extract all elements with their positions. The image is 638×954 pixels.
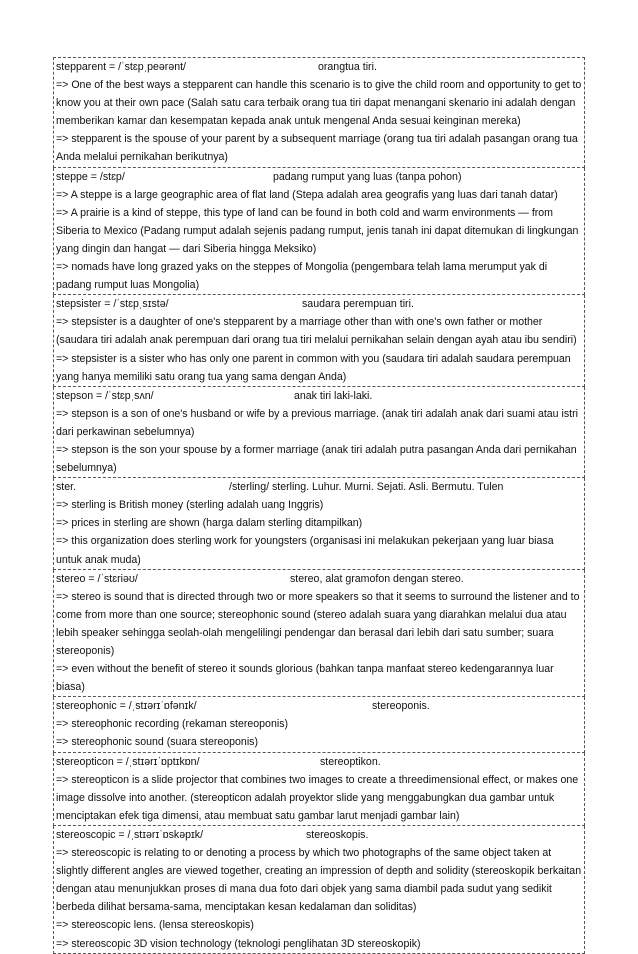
dictionary-entry [53, 697, 585, 752]
entry-example: => nomads have long grazed yaks on the steppes of Mongolia (pengembara telah lama merumput yak di padang rumput luas Mongolia) [56, 261, 548, 292]
entry-example: => stepsister is a sister who has only one parent in common with you (saudara tiri adalah saudara perempuan yang hanya memiliki satu orang tua yang sama dengan Anda) [56, 352, 571, 383]
entry-headword: steppe = /stɛp/ [56, 170, 125, 183]
entry-meaning: stereoponis. [372, 700, 430, 713]
entry-headword: stereo = /ˈstɛriəʊ/ [56, 572, 138, 585]
entry-meaning: stereoskopis. [306, 828, 369, 841]
entry-example: => stereophonic sound (suara stereoponis) [56, 736, 258, 749]
entry-headword-line [56, 753, 582, 771]
entry-example: => stereo is sound that is directed through two or more speakers so that it seems to surround the listener and to come from more than one source; stereophonic sound (stereo adalah suara yang diarahkan melalui dua atau lebih speaker sehingga seolah-olah mengelilingi pendengar dan berasal dari lebih dari satu sumber; suara stereoponis) [56, 590, 580, 657]
entry-example: => prices in sterling are shown (harga dalam sterling ditampilkan) [56, 517, 363, 530]
entry-headword-line [56, 697, 582, 715]
entry-meaning: stereoptikon. [320, 755, 381, 768]
entry-headword-line [56, 387, 582, 405]
entry-meaning: stereo, alat gramofon dengan stereo. [290, 572, 464, 585]
entry-example: => sterling is British money (sterling adalah uang Inggris) [56, 499, 324, 512]
entry-example: => this organization does sterling work for youngsters (organisasi ini melakukan pekerjaan yang luar biasa untuk anak muda) [56, 535, 554, 566]
dictionary-entry [53, 295, 585, 386]
entry-headword-line [56, 168, 582, 186]
entry-meaning: padang rumput yang luas (tanpa pohon) [273, 170, 462, 183]
entry-headword-line [56, 58, 582, 76]
dictionary-entry [53, 168, 585, 296]
entry-headword: stereophonic = /ˌstɪərɪˈɒfənɪk/ [56, 700, 197, 713]
entry-example: => stereophonic recording (rekaman stereoponis) [56, 718, 289, 731]
entry-example: => stereoscopic lens. (lensa stereoskopis) [56, 919, 254, 932]
entry-example: => stepson is a son of one's husband or wife by a previous marriage. (anak tiri adalah anak dari suami atau istri dari perkawinan sebelumnya) [56, 407, 578, 438]
entry-headword-line [56, 478, 582, 496]
entry-example: => stepsister is a daughter of one's stepparent by a marriage other than with one's own father or mother (saudara tiri adalah anak perempuan dari orang tua tiri melalui pernikahan selain dengan ayah atau ibu sendiri) [56, 316, 577, 347]
entry-meaning: /sterling/ sterling. Luhur. Murni. Sejati. Asli. Bermutu. Tulen [229, 481, 504, 494]
entry-headword-line [56, 295, 582, 313]
entry-example: => even without the benefit of stereo it sounds glorious (bahkan tanpa manfaat stereo kedengarannya luar biasa) [56, 663, 554, 694]
dictionary-entry [53, 478, 585, 569]
entry-headword-line [56, 570, 582, 588]
dictionary-entry [53, 753, 585, 826]
entry-headword: stepsister = /ˈstɛpˌsɪstə/ [56, 298, 169, 311]
entry-headword-line [56, 826, 582, 844]
entry-example: => stereoscopic 3D vision technology (teknologi penglihatan 3D stereoskopik) [56, 937, 421, 950]
entry-headword: stereoscopic = /ˌstɪərɪˈɒskəpɪk/ [56, 828, 204, 841]
entry-example: => stepparent is the spouse of your parent by a subsequent marriage (orang tua tiri adalah pasangan orang tua Anda melalui pernikahan berikutnya) [56, 133, 578, 164]
entry-headword: stereopticon = /ˌstɪərɪˈɒptɪkɒn/ [56, 755, 200, 768]
entry-example: => One of the best ways a stepparent can handle this scenario is to give the child room and opportunity to get to know you at their own pace (Salah satu cara terbaik orang tua tiri dapat menangani skenario ini adalah dengan memberikan kamar dan kesempatan kepada anak untuk mengenal Anda sesuai keinginan mereka) [56, 79, 582, 128]
entry-example: => stepson is the son your spouse by a former marriage (anak tiri adalah putra pasangan Anda dari pernikahan sebelumnya) [56, 443, 577, 475]
entry-headword: stepson = /ˈstɛpˌsʌn/ [56, 389, 154, 402]
entry-example: => stereoscopic is relating to or denoting a process by which two photographs of the same object taken at slightly different angles are viewed together, creating an impression of depth and solidity (stereoskopik berkaitan dengan atau menunjukkan proses di mana dua foto dari objek yang sama diambil pada sudut yang sedikit berbeda dilihat bersama-sama, menciptakan kesan kedalaman dan soliditas) [56, 847, 582, 914]
entry-headword: ster. [56, 481, 77, 494]
entry-meaning: anak tiri laki-laki. [294, 389, 373, 402]
dictionary-entry [53, 387, 585, 478]
dictionary-document [53, 57, 585, 954]
entry-example: => A steppe is a large geographic area of flat land (Stepa adalah area geografis yang luas dari tanah datar) [56, 188, 558, 201]
entry-meaning: orangtua tiri. [318, 61, 377, 73]
entry-example: => stereopticon is a slide projector that combines two images to create a threedimensional effect, or makes one image dissolve into another. (stereopticon adalah proyektor slide yang menggabungkan dua gambar untuk menciptakan efek tiga dimensi, atau membuat satu gambar larut menjadi gambar lain) [56, 773, 579, 822]
entry-example: => A prairie is a kind of steppe, this type of land can be found in both cold and warm environments — from Siberia to Mexico (Padang rumput adalah sejenis padang rumput, jenis tanah ini dapat ditemukan di lingkungan yang dingin dan hangat — dari Siberia hingga Meksiko) [56, 206, 579, 255]
entry-meaning: saudara perempuan tiri. [302, 298, 414, 311]
dictionary-entry [53, 570, 585, 698]
dictionary-entry [53, 826, 585, 954]
entry-headword: stepparent = /ˈstɛpˌpeərənt/ [56, 61, 186, 73]
dictionary-entry [53, 57, 585, 168]
